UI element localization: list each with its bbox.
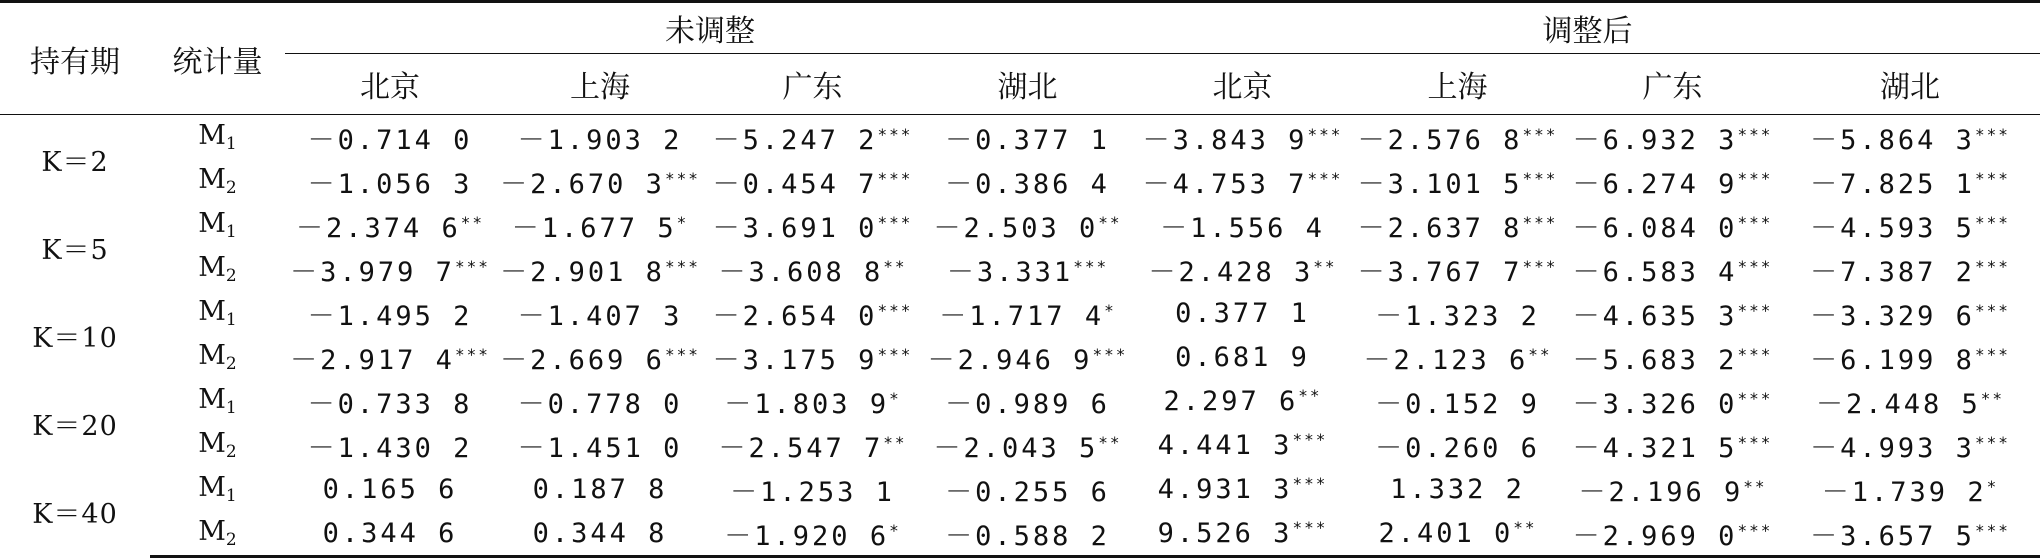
significance-stars: * xyxy=(1104,300,1116,320)
value-cell xyxy=(285,511,495,557)
header-region-beijing-unadj: 北京 xyxy=(360,70,420,105)
value-cell xyxy=(495,159,705,203)
value-cell xyxy=(705,511,920,557)
value-number: －2.448 5 xyxy=(1815,388,1981,420)
statistic-symbol: M xyxy=(198,472,226,503)
table-body xyxy=(0,115,2040,557)
value-cell xyxy=(1135,291,1350,335)
header-group-adjusted: 调整后 xyxy=(1135,2,2040,54)
statistic-subscript: 1 xyxy=(225,486,237,506)
value-number: －1.803 9 xyxy=(724,388,890,420)
value-cell xyxy=(920,203,1135,247)
statistic-subscript: 1 xyxy=(225,398,237,418)
significance-stars: *** xyxy=(1974,212,2010,232)
value-cell xyxy=(495,203,705,247)
significance-stars: *** xyxy=(454,256,490,276)
statistic-subscript: 2 xyxy=(225,266,237,286)
significance-stars: *** xyxy=(1292,429,1328,449)
value-number: 2.401 0 xyxy=(1378,517,1514,549)
value-number: －4.321 5 xyxy=(1572,432,1738,464)
holding-period-cell: K＝40 xyxy=(32,499,118,531)
value-number: 2.297 6 xyxy=(1163,385,1299,417)
value-number: 0.344 8 xyxy=(532,517,668,549)
significance-stars: *** xyxy=(877,168,913,188)
statistic-cell xyxy=(150,467,285,511)
table-row xyxy=(0,335,2040,379)
value-number: －2.670 3 xyxy=(500,168,665,200)
value-cell xyxy=(1780,335,2040,379)
value-number: －4.993 3 xyxy=(1810,432,1975,464)
significance-stars: *** xyxy=(1737,212,1773,232)
value-cell xyxy=(705,379,920,423)
value-number: －6.199 8 xyxy=(1810,344,1975,376)
value-number: －3.691 0 xyxy=(712,212,878,244)
value-cell xyxy=(1350,159,1565,203)
value-cell xyxy=(285,291,495,335)
value-number: －4.593 5 xyxy=(1810,212,1975,244)
statistic-cell xyxy=(150,203,285,247)
significance-stars: ** xyxy=(1513,517,1537,537)
value-cell xyxy=(1780,379,2040,423)
value-cell xyxy=(705,115,920,160)
value-cell xyxy=(1780,115,2040,160)
value-number: －3.101 5 xyxy=(1357,168,1523,200)
significance-stars: *** xyxy=(454,344,490,364)
value-number: －0.714 0 xyxy=(307,124,473,156)
significance-stars: *** xyxy=(1974,300,2010,320)
value-cell xyxy=(495,467,705,511)
statistic-cell xyxy=(150,511,285,557)
value-number: －1.495 2 xyxy=(307,300,473,332)
table-row xyxy=(0,159,2040,203)
value-cell xyxy=(920,423,1135,467)
value-cell xyxy=(1780,511,2040,557)
value-cell xyxy=(1780,203,2040,247)
value-number: －0.377 1 xyxy=(945,124,1110,156)
value-cell xyxy=(1350,291,1565,335)
significance-stars: *** xyxy=(1974,520,2010,540)
significance-stars: *** xyxy=(664,344,700,364)
significance-stars: ** xyxy=(883,256,907,276)
statistic-subscript: 2 xyxy=(225,442,237,462)
value-cell xyxy=(1350,511,1565,557)
table-row xyxy=(0,291,2040,335)
value-number: －5.683 2 xyxy=(1572,344,1738,376)
significance-stars: *** xyxy=(1737,300,1773,320)
value-cell xyxy=(495,511,705,557)
header-period: 持有期 xyxy=(0,2,150,115)
value-number: －6.084 0 xyxy=(1572,212,1738,244)
statistic-cell xyxy=(150,291,285,335)
value-number: 9.526 3 xyxy=(1157,517,1293,549)
statistic-symbol: M xyxy=(198,384,226,415)
value-number: －2.503 0 xyxy=(933,212,1099,244)
significance-stars: ** xyxy=(1098,212,1122,232)
value-cell xyxy=(1135,467,1350,511)
significance-stars: *** xyxy=(1974,124,2010,144)
significance-stars: *** xyxy=(1522,256,1558,276)
value-cell xyxy=(920,247,1135,291)
value-cell xyxy=(495,379,705,423)
significance-stars: *** xyxy=(877,124,913,144)
value-cell xyxy=(285,115,495,160)
value-cell xyxy=(705,291,920,335)
value-cell xyxy=(285,379,495,423)
value-number: －5.864 3 xyxy=(1810,124,1975,156)
value-number: －0.260 6 xyxy=(1375,432,1540,464)
value-cell xyxy=(920,335,1135,379)
value-number: －7.825 1 xyxy=(1810,168,1975,200)
significance-stars: *** xyxy=(664,168,700,188)
value-cell xyxy=(920,159,1135,203)
value-number: 0.344 6 xyxy=(322,517,458,549)
value-number: －3.608 8 xyxy=(718,256,884,288)
value-number: －1.556 4 xyxy=(1160,212,1325,244)
value-cell xyxy=(495,423,705,467)
statistic-symbol: M xyxy=(198,516,226,547)
header-region-guangdong-adj: 广东 xyxy=(1642,70,1703,105)
value-cell xyxy=(1565,247,1780,291)
value-cell xyxy=(1565,511,1780,557)
value-cell xyxy=(705,203,920,247)
value-number: 1.332 2 xyxy=(1390,473,1525,505)
statistic-symbol: M xyxy=(198,340,226,371)
significance-stars: ** xyxy=(1313,256,1337,276)
value-cell xyxy=(1565,203,1780,247)
value-cell xyxy=(285,423,495,467)
value-number: －0.733 8 xyxy=(307,388,473,420)
value-cell xyxy=(705,467,920,511)
significance-stars: *** xyxy=(1522,124,1558,144)
value-number: －0.386 4 xyxy=(945,168,1110,200)
value-number: －2.917 4 xyxy=(290,344,455,376)
table-row xyxy=(0,423,2040,467)
value-number: －3.767 7 xyxy=(1357,256,1523,288)
value-cell xyxy=(1780,423,2040,467)
header-region-guangdong-unadj: 广东 xyxy=(782,70,843,105)
statistic-cell xyxy=(150,335,285,379)
significance-stars: *** xyxy=(1522,212,1558,232)
value-number: 0.165 6 xyxy=(322,473,458,505)
statistic-symbol: M xyxy=(198,428,226,459)
significance-stars: *** xyxy=(1737,388,1773,408)
value-number: －1.407 3 xyxy=(517,300,683,332)
significance-stars: *** xyxy=(1737,168,1773,188)
table-row xyxy=(0,511,2040,557)
value-number: －3.329 6 xyxy=(1810,300,1975,332)
value-cell xyxy=(1350,115,1565,160)
value-number: －4.635 3 xyxy=(1572,300,1738,332)
statistic-cell xyxy=(150,379,285,423)
value-number: －3.979 7 xyxy=(290,256,455,288)
header-region-hubei-unadj: 湖北 xyxy=(997,70,1058,105)
value-number: －3.331 xyxy=(946,256,1074,288)
statistic-symbol: M xyxy=(198,208,226,239)
value-cell xyxy=(705,335,920,379)
statistic-cell xyxy=(150,159,285,203)
table-row xyxy=(0,203,2040,247)
value-cell xyxy=(1780,291,2040,335)
significance-stars: ** xyxy=(1980,388,2005,408)
value-number: －1.430 2 xyxy=(307,432,473,464)
value-number: －0.989 6 xyxy=(945,388,1110,420)
significance-stars: *** xyxy=(1737,520,1773,540)
value-cell xyxy=(1350,467,1565,511)
value-cell xyxy=(495,291,705,335)
value-cell xyxy=(1565,467,1780,511)
value-cell xyxy=(285,203,495,247)
significance-stars: *** xyxy=(664,256,700,276)
value-cell xyxy=(495,115,705,160)
table-row xyxy=(0,115,2040,160)
value-number: －0.152 9 xyxy=(1375,388,1540,420)
statistic-subscript: 2 xyxy=(225,354,237,374)
value-number: －1.677 5 xyxy=(511,212,677,244)
significance-stars: ** xyxy=(1528,344,1552,364)
value-number: －1.717 4 xyxy=(939,300,1105,332)
header-region-shanghai-adj: 上海 xyxy=(1427,70,1488,105)
value-cell xyxy=(1565,423,1780,467)
value-cell xyxy=(285,247,495,291)
value-cell xyxy=(1780,159,2040,203)
value-number: －1.920 6 xyxy=(724,520,890,552)
value-cell xyxy=(1135,379,1350,423)
value-cell xyxy=(1135,423,1350,467)
value-number: －7.387 2 xyxy=(1810,256,1975,288)
significance-stars: *** xyxy=(1737,344,1773,364)
value-number: －2.428 3 xyxy=(1148,256,1314,288)
value-cell xyxy=(920,511,1135,557)
significance-stars: *** xyxy=(1974,432,2010,452)
value-cell xyxy=(495,247,705,291)
value-number: －1.739 2 xyxy=(1821,476,1987,508)
value-number: －2.637 8 xyxy=(1357,212,1523,244)
significance-stars: *** xyxy=(877,300,913,320)
value-cell xyxy=(1350,379,1565,423)
value-cell xyxy=(285,335,495,379)
value-number: －3.843 9 xyxy=(1142,124,1308,156)
value-number: －1.323 2 xyxy=(1375,300,1540,332)
value-cell xyxy=(1350,203,1565,247)
value-number: －2.654 0 xyxy=(712,300,878,332)
value-number: －2.547 7 xyxy=(718,432,884,464)
value-cell xyxy=(920,379,1135,423)
value-cell xyxy=(920,291,1135,335)
value-cell xyxy=(1565,379,1780,423)
value-number: －1.253 1 xyxy=(730,476,895,508)
value-number: 0.681 9 xyxy=(1175,341,1310,373)
value-number: －0.255 6 xyxy=(945,476,1110,508)
statistic-cell xyxy=(150,247,285,291)
value-cell xyxy=(1135,511,1350,557)
value-number: －4.753 7 xyxy=(1142,168,1308,200)
statistic-subscript: 2 xyxy=(225,530,237,550)
value-number: －1.056 3 xyxy=(307,168,473,200)
significance-stars: *** xyxy=(1092,344,1128,364)
statistic-subscript: 1 xyxy=(225,222,237,242)
significance-stars: *** xyxy=(1974,168,2010,188)
statistic-subscript: 1 xyxy=(225,134,237,154)
significance-stars: * xyxy=(889,520,901,540)
value-cell xyxy=(1565,335,1780,379)
significance-stars: *** xyxy=(1522,168,1558,188)
value-cell xyxy=(285,467,495,511)
value-cell xyxy=(1565,115,1780,160)
table-row xyxy=(0,379,2040,423)
value-cell xyxy=(705,423,920,467)
value-cell xyxy=(920,467,1135,511)
value-number: －2.946 9 xyxy=(927,344,1093,376)
value-cell xyxy=(1135,335,1350,379)
value-number: 4.441 3 xyxy=(1157,429,1293,461)
value-cell xyxy=(1780,247,2040,291)
holding-period-cell: K＝5 xyxy=(41,234,109,266)
value-number: －6.274 9 xyxy=(1572,168,1738,200)
value-number: －2.669 6 xyxy=(500,344,665,376)
value-number: －0.588 2 xyxy=(945,520,1110,552)
value-number: －6.932 3 xyxy=(1572,124,1738,156)
significance-stars: *** xyxy=(1307,124,1343,144)
significance-stars: *** xyxy=(1974,256,2010,276)
significance-stars: * xyxy=(676,212,689,232)
header-region-shanghai-unadj: 上海 xyxy=(570,70,630,105)
statistic-subscript: 2 xyxy=(225,178,237,198)
value-number: －3.175 9 xyxy=(712,344,878,376)
value-number: －5.247 2 xyxy=(712,124,878,156)
value-cell xyxy=(285,159,495,203)
significance-stars: *** xyxy=(1292,473,1328,493)
significance-stars: *** xyxy=(877,212,913,232)
value-number: －2.043 5 xyxy=(933,432,1099,464)
header-group-unadjusted: 未调整 xyxy=(285,2,1135,54)
value-cell xyxy=(1350,247,1565,291)
significance-stars: ** xyxy=(883,432,907,452)
significance-stars: * xyxy=(889,388,901,408)
value-number: －2.969 0 xyxy=(1572,520,1738,552)
header-region-hubei-adj: 湖北 xyxy=(1880,70,1940,105)
value-number: 4.931 3 xyxy=(1157,473,1293,505)
value-cell xyxy=(1135,247,1350,291)
significance-stars: ** xyxy=(1743,476,1767,496)
statistic-symbol: M xyxy=(198,296,226,327)
statistic-symbol: M xyxy=(198,120,226,151)
statistic-symbol: M xyxy=(198,252,226,283)
table-row xyxy=(0,247,2040,291)
significance-stars: *** xyxy=(1307,168,1343,188)
value-number: －2.901 8 xyxy=(500,256,665,288)
significance-stars: ** xyxy=(1298,385,1322,405)
statistic-cell xyxy=(150,423,285,467)
value-number: －3.326 0 xyxy=(1572,388,1738,420)
holding-period-cell: K＝10 xyxy=(32,322,118,354)
significance-stars: *** xyxy=(1974,344,2010,364)
value-number: －2.196 9 xyxy=(1578,476,1744,508)
header-statistic: 统计量 xyxy=(150,2,285,115)
value-number: 0.377 1 xyxy=(1175,297,1310,329)
significance-stars: *** xyxy=(1073,256,1109,276)
value-number: －6.583 4 xyxy=(1572,256,1738,288)
value-cell xyxy=(1135,159,1350,203)
significance-stars: *** xyxy=(1737,432,1773,452)
value-number: －2.576 8 xyxy=(1357,124,1523,156)
value-cell xyxy=(1565,159,1780,203)
header-region-beijing-adj: 北京 xyxy=(1212,70,1273,105)
holding-period-cell: K＝2 xyxy=(0,115,150,204)
value-cell xyxy=(1350,423,1565,467)
significance-stars: ** xyxy=(1098,432,1122,452)
value-cell xyxy=(1135,203,1350,247)
value-cell xyxy=(1135,115,1350,160)
significance-stars: *** xyxy=(1737,124,1773,144)
value-cell xyxy=(1780,467,2040,511)
significance-stars: *** xyxy=(1292,517,1328,537)
value-number: 0.187 8 xyxy=(532,473,668,505)
value-number: －1.903 2 xyxy=(517,124,683,156)
statistic-subscript: 1 xyxy=(225,310,237,330)
value-number: －0.778 0 xyxy=(517,388,683,420)
table-row xyxy=(0,467,2040,511)
significance-stars: *** xyxy=(1737,256,1773,276)
significance-stars: *** xyxy=(877,344,913,364)
statistic-symbol: M xyxy=(198,164,226,195)
value-number: －1.451 0 xyxy=(517,432,683,464)
value-cell xyxy=(495,335,705,379)
value-cell xyxy=(705,247,920,291)
value-number: －3.657 5 xyxy=(1810,520,1975,552)
significance-stars: ** xyxy=(460,212,485,232)
value-cell xyxy=(1565,291,1780,335)
value-number: －2.123 6 xyxy=(1363,344,1529,376)
holding-period-cell: K＝20 xyxy=(32,410,118,442)
value-cell xyxy=(705,159,920,203)
value-number: －2.374 6 xyxy=(295,212,461,244)
significance-stars: * xyxy=(1986,476,1999,496)
value-number: －0.454 7 xyxy=(712,168,878,200)
value-cell xyxy=(1350,335,1565,379)
statistic-cell xyxy=(150,115,285,160)
value-cell xyxy=(920,115,1135,160)
